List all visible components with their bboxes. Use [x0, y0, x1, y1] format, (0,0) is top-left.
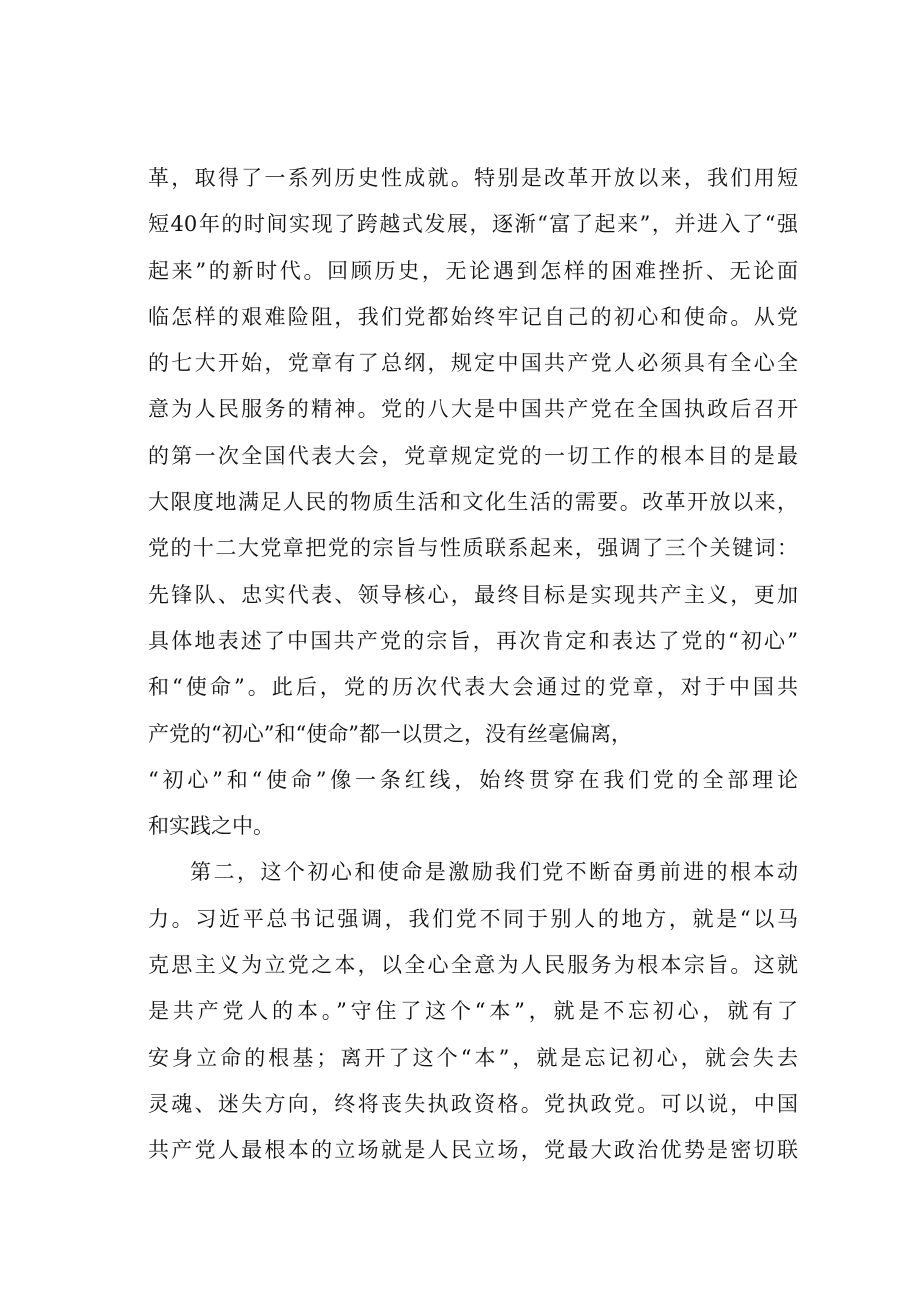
text-line: 灵魂、迷失方向，终将丧失执政资格。党执政党。可以说，中国 — [148, 1091, 798, 1116]
text-line: 具体地表述了中国共产党的宗旨，再次肯定和表达了党的“初心” — [148, 628, 798, 653]
document-body — [148, 155, 798, 1174]
text-line: 的第一次全国代表大会，党章规定党的一切工作的根本目的是最 — [148, 443, 798, 468]
text-line: 大限度地满足人民的物质生活和文化生活的需要。改革开放以来， — [148, 490, 798, 515]
text-line: 是共产党人的本。”守住了这个“本”，就是不忘初心，就有了 — [148, 999, 798, 1024]
text-line: 革，取得了一系列历史性成就。特别是改革开放以来，我们用短 — [148, 166, 798, 190]
text-line: 力。习近平总书记强调，我们党不同于别人的地方，就是“以马 — [148, 906, 798, 931]
text-line: 短40年的时间实现了跨越式发展，逐渐“富了起来”，并进入了“强 — [148, 212, 798, 237]
text-line: “初心”和“使命”像一条红线，始终贯穿在我们党的全部理论 — [148, 767, 798, 792]
text-line: 先锋队、忠实代表、领导核心，最终目标是实现共产主义，更加 — [148, 582, 798, 607]
text-line: 意为人民服务的精神。党的八大是中国共产党在全国执政后召开 — [148, 397, 798, 422]
text-line: 党的十二大党章把党的宗旨与性质联系起来，强调了三个关键词： — [148, 536, 798, 561]
text-line: 共产党人最根本的立场就是人民立场，党最大政治优势是密切联 — [148, 1138, 798, 1163]
text-line: 的七大开始，党章有了总纲，规定中国共产党人必须具有全心全 — [148, 351, 798, 376]
text-line: 安身立命的根基；离开了这个“本”，就是忘记初心，就会失去 — [148, 1045, 798, 1070]
text-line: 和“使命”。此后，党的历次代表大会通过的党章，对于中国共 — [148, 675, 798, 700]
text-line: 起来”的新时代。回顾历史，无论遇到怎样的困难挫折、无论面 — [148, 258, 798, 283]
paragraph-first-line: 第二，这个初心和使命是激励我们党不断奋勇前进的根本动 — [190, 860, 798, 885]
text-line: 产党的“初心”和“使命”都一以贯之，没有丝毫偏离， — [148, 721, 632, 746]
text-line: 和实践之中。 — [148, 814, 274, 839]
text-line: 临怎样的艰难险阻，我们党都始终牢记自己的初心和使命。从党 — [148, 304, 798, 329]
text-line: 克思主义为立党之本，以全心全意为人民服务为根本宗旨。这就 — [148, 953, 798, 978]
